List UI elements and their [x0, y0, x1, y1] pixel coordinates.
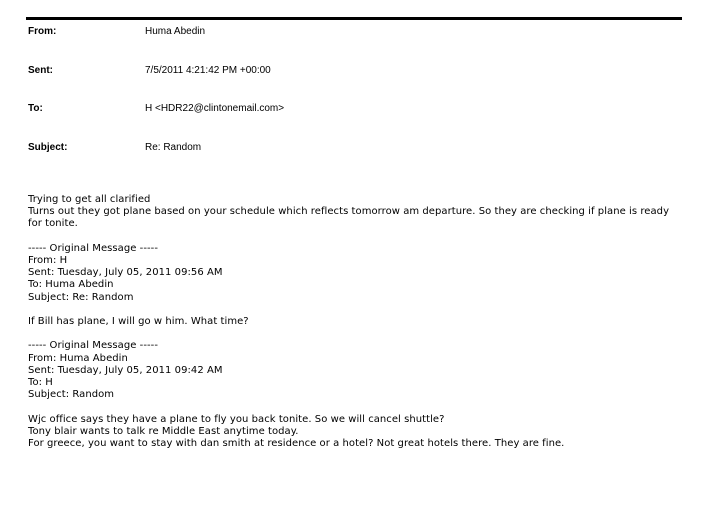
from-label: From:: [28, 26, 57, 37]
to-label: To:: [28, 103, 43, 114]
original-1-from: From: H: [28, 255, 68, 266]
sent-label: Sent:: [28, 65, 53, 76]
original-2-sent: Sent: Tuesday, July 05, 2011 09:42 AM: [28, 364, 223, 376]
reply-line-3: for tonite.: [28, 218, 78, 230]
top-divider: [26, 17, 682, 20]
sent-value: 7/5/2011 4:21:42 PM +00:00: [145, 65, 271, 76]
spacer: [28, 328, 684, 340]
from-value: Huma Abedin: [145, 26, 206, 37]
original-1-text: If Bill has plane, I will go w him. What time?: [28, 316, 249, 327]
subject-value: Re: Random: [145, 142, 202, 153]
original-message-marker-1: ----- Original Message -----: [28, 242, 158, 254]
spacer: [28, 401, 684, 413]
original-2-text-3: For greece, you want to stay with dan smith at residence or a hotel? Not great hotels there. They are fine.: [28, 438, 565, 449]
subject-label: Subject:: [28, 142, 68, 153]
reply-line-2: Turns out they got plane based on your schedule which reflects tomorrow am departure. So they are checking if plane is ready: [28, 206, 670, 218]
original-2-text-2: Tony blair wants to talk re Middle East anytime today.: [28, 425, 299, 437]
spacer: [28, 304, 684, 316]
original-message-marker-2: ----- Original Message -----: [28, 340, 158, 352]
reply-line-1: Trying to get all clarified: [28, 194, 151, 205]
email-body: [28, 194, 684, 450]
spacer: [28, 231, 684, 243]
original-2-text-1: Wjc office says they have a plane to fly you back tonite. So we will cancel shuttle?: [28, 413, 445, 425]
original-1-sent: Sent: Tuesday, July 05, 2011 09:56 AM: [28, 267, 223, 279]
original-1-to: To: Huma Abedin: [28, 279, 114, 291]
original-2-from: From: Huma Abedin: [28, 352, 128, 364]
to-value: H <HDR22@clintonemail.com>: [145, 103, 285, 114]
original-1-subject: Subject: Re: Random: [28, 291, 134, 303]
original-2-to: To: H: [28, 377, 53, 388]
original-2-subject: Subject: Random: [28, 389, 115, 401]
